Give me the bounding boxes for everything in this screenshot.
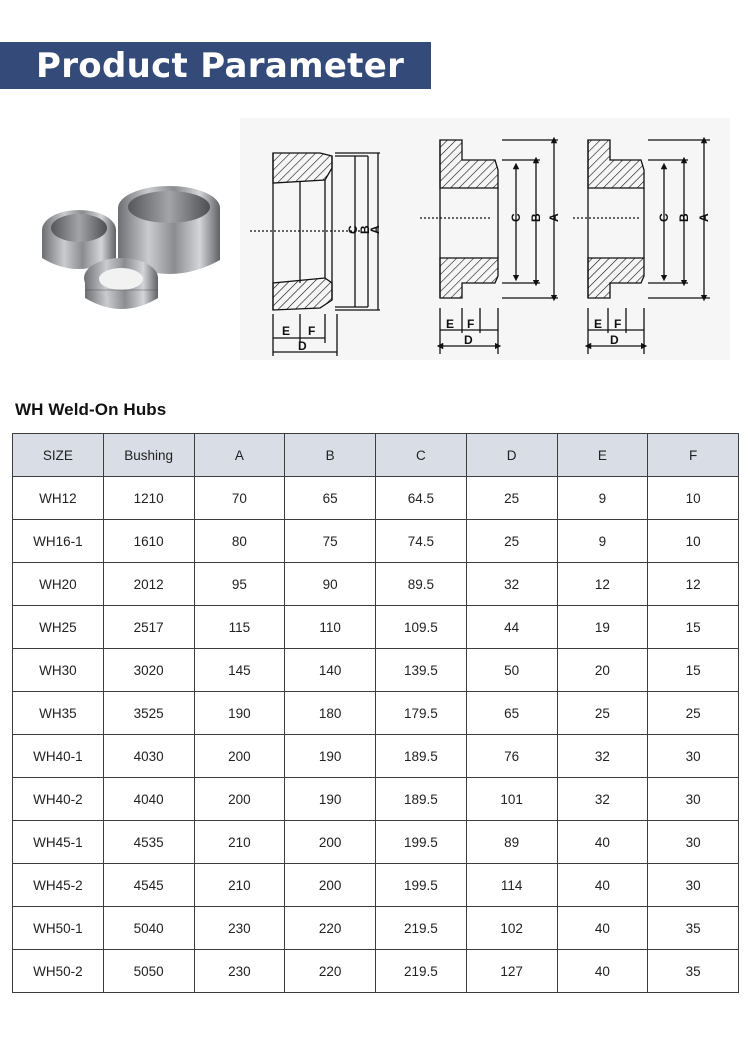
table-cell-d: 127 <box>466 950 557 993</box>
section-banner <box>0 42 431 89</box>
table-row <box>13 520 739 563</box>
table-row <box>13 735 739 778</box>
table-cell-d: 25 <box>466 520 557 563</box>
table-cell-e: 20 <box>557 649 648 692</box>
table-cell-c: 139.5 <box>376 649 467 692</box>
table-cell-b: 220 <box>285 907 376 950</box>
svg-text:C: C <box>657 213 671 222</box>
table-cell-f: 10 <box>648 477 739 520</box>
label-c: C <box>346 225 360 234</box>
table-cell-b: 200 <box>285 821 376 864</box>
table-cell-a: 200 <box>194 735 285 778</box>
table-cell-size: WH16-1 <box>13 520 104 563</box>
table-cell-f: 30 <box>648 821 739 864</box>
table-cell-bushing: 2517 <box>103 606 194 649</box>
svg-text:A: A <box>547 213 561 222</box>
table-cell-c: 109.5 <box>376 606 467 649</box>
table-cell-bushing: 4545 <box>103 864 194 907</box>
table-body <box>13 477 739 993</box>
column-header-size: SIZE <box>13 434 104 477</box>
table-cell-d: 50 <box>466 649 557 692</box>
table-cell-bushing: 4535 <box>103 821 194 864</box>
svg-text:C: C <box>509 213 523 222</box>
table-cell-a: 95 <box>194 563 285 606</box>
weld-on-hubs-table <box>12 433 739 993</box>
table-cell-size: WH40-2 <box>13 778 104 821</box>
table-cell-size: WH50-1 <box>13 907 104 950</box>
table-row <box>13 821 739 864</box>
banner-title: Product Parameter <box>36 46 405 86</box>
table-cell-size: WH30 <box>13 649 104 692</box>
table-cell-e: 40 <box>557 950 648 993</box>
table-cell-c: 189.5 <box>376 778 467 821</box>
table-cell-a: 210 <box>194 821 285 864</box>
table-header-row <box>13 434 739 477</box>
table-cell-bushing: 1610 <box>103 520 194 563</box>
table-cell-b: 190 <box>285 778 376 821</box>
table-cell-bushing: 1210 <box>103 477 194 520</box>
table-cell-bushing: 5050 <box>103 950 194 993</box>
table-cell-e: 12 <box>557 563 648 606</box>
table-cell-d: 101 <box>466 778 557 821</box>
table-cell-d: 32 <box>466 563 557 606</box>
table-cell-size: WH20 <box>13 563 104 606</box>
table-row <box>13 692 739 735</box>
column-header-bushing: Bushing <box>103 434 194 477</box>
table-cell-d: 44 <box>466 606 557 649</box>
table-cell-bushing: 5040 <box>103 907 194 950</box>
table-cell-f: 15 <box>648 606 739 649</box>
table-cell-a: 70 <box>194 477 285 520</box>
table-cell-e: 32 <box>557 735 648 778</box>
table-cell-b: 180 <box>285 692 376 735</box>
table-cell-d: 114 <box>466 864 557 907</box>
table-cell-e: 40 <box>557 864 648 907</box>
table-cell-size: WH45-1 <box>13 821 104 864</box>
table-cell-f: 30 <box>648 778 739 821</box>
svg-text:E: E <box>594 317 603 331</box>
table-cell-e: 25 <box>557 692 648 735</box>
table-cell-e: 9 <box>557 520 648 563</box>
table-cell-bushing: 3020 <box>103 649 194 692</box>
table-row <box>13 477 739 520</box>
table-cell-c: 199.5 <box>376 864 467 907</box>
table-cell-b: 200 <box>285 864 376 907</box>
table-cell-a: 145 <box>194 649 285 692</box>
table-cell-e: 40 <box>557 907 648 950</box>
table-row <box>13 864 739 907</box>
table-row <box>13 649 739 692</box>
table-cell-b: 140 <box>285 649 376 692</box>
table-cell-a: 190 <box>194 692 285 735</box>
column-header-d: D <box>466 434 557 477</box>
column-header-e: E <box>557 434 648 477</box>
table-cell-e: 9 <box>557 477 648 520</box>
table-cell-c: 74.5 <box>376 520 467 563</box>
svg-text:D: D <box>610 333 619 347</box>
table-cell-size: WH25 <box>13 606 104 649</box>
table-cell-size: WH40-1 <box>13 735 104 778</box>
table-cell-c: 219.5 <box>376 907 467 950</box>
svg-text:E: E <box>446 317 455 331</box>
table-cell-bushing: 2012 <box>103 563 194 606</box>
table-cell-f: 25 <box>648 692 739 735</box>
table-cell-a: 210 <box>194 864 285 907</box>
table-cell-b: 110 <box>285 606 376 649</box>
table-cell-d: 76 <box>466 735 557 778</box>
table-cell-a: 200 <box>194 778 285 821</box>
svg-text:D: D <box>298 339 307 353</box>
product-photo <box>30 180 230 320</box>
svg-text:A: A <box>697 213 711 222</box>
table-cell-f: 15 <box>648 649 739 692</box>
table-cell-e: 32 <box>557 778 648 821</box>
table-cell-f: 30 <box>648 864 739 907</box>
table-row <box>13 950 739 993</box>
table-cell-size: WH35 <box>13 692 104 735</box>
table-cell-size: WH45-2 <box>13 864 104 907</box>
table-cell-c: 219.5 <box>376 950 467 993</box>
svg-text:F: F <box>467 317 475 331</box>
table-title: WH Weld-On Hubs <box>15 400 167 419</box>
table-cell-a: 115 <box>194 606 285 649</box>
table-cell-f: 35 <box>648 950 739 993</box>
table-cell-c: 64.5 <box>376 477 467 520</box>
table-cell-bushing: 4040 <box>103 778 194 821</box>
table-cell-f: 30 <box>648 735 739 778</box>
table-cell-f: 12 <box>648 563 739 606</box>
table-cell-b: 65 <box>285 477 376 520</box>
table-cell-f: 10 <box>648 520 739 563</box>
table-cell-bushing: 4030 <box>103 735 194 778</box>
table-cell-e: 40 <box>557 821 648 864</box>
table-cell-b: 75 <box>285 520 376 563</box>
table-cell-d: 89 <box>466 821 557 864</box>
table-cell-a: 230 <box>194 907 285 950</box>
svg-text:F: F <box>308 324 316 338</box>
table-cell-bushing: 3525 <box>103 692 194 735</box>
table-cell-e: 19 <box>557 606 648 649</box>
table-row <box>13 907 739 950</box>
table-cell-d: 25 <box>466 477 557 520</box>
table-cell-size: WH12 <box>13 477 104 520</box>
table-row <box>13 606 739 649</box>
table-cell-c: 189.5 <box>376 735 467 778</box>
svg-text:F: F <box>614 317 622 331</box>
table-row <box>13 563 739 606</box>
table-cell-b: 190 <box>285 735 376 778</box>
svg-text:B: B <box>358 225 372 234</box>
column-header-b: B <box>285 434 376 477</box>
table-cell-b: 90 <box>285 563 376 606</box>
table-cell-b: 220 <box>285 950 376 993</box>
svg-text:E: E <box>282 324 291 338</box>
svg-text:B: B <box>529 213 543 222</box>
svg-text:A: A <box>368 225 382 234</box>
table-cell-d: 102 <box>466 907 557 950</box>
hubs-photo-illustration <box>30 180 230 320</box>
table-cell-a: 230 <box>194 950 285 993</box>
svg-text:B: B <box>677 213 691 222</box>
table-cell-d: 65 <box>466 692 557 735</box>
table-row <box>13 778 739 821</box>
table-cell-c: 199.5 <box>376 821 467 864</box>
svg-text:D: D <box>464 333 473 347</box>
table-cell-f: 35 <box>648 907 739 950</box>
table-cell-c: 179.5 <box>376 692 467 735</box>
table-cell-size: WH50-2 <box>13 950 104 993</box>
column-header-a: A <box>194 434 285 477</box>
table-cell-a: 80 <box>194 520 285 563</box>
column-header-f: F <box>648 434 739 477</box>
column-header-c: C <box>376 434 467 477</box>
dimension-diagram <box>240 118 730 360</box>
hub-cross-section-drawings <box>240 118 730 360</box>
table-cell-c: 89.5 <box>376 563 467 606</box>
